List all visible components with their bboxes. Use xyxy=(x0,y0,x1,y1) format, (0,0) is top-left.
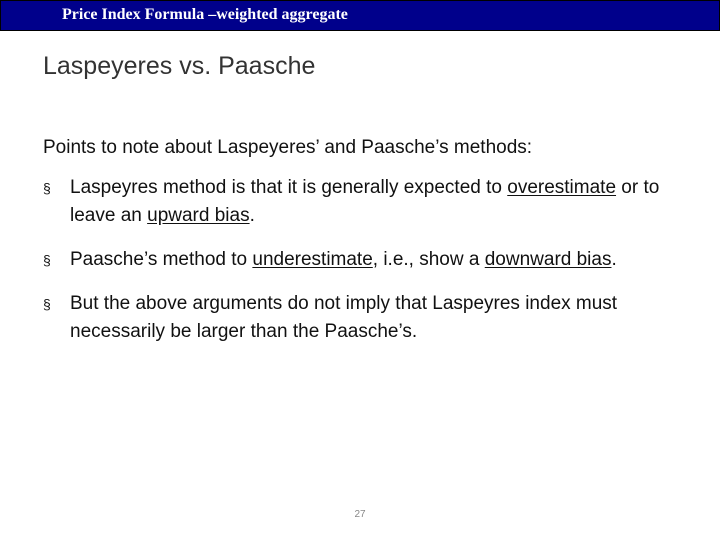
bullet-item-3 xyxy=(43,290,683,346)
bullet-2-text: , i.e., show a xyxy=(372,249,485,270)
bullet-2-text: Paasche’s method to xyxy=(70,249,253,270)
bullet-2-text: . xyxy=(611,249,617,270)
page-number: 27 xyxy=(354,509,366,520)
bullet-1-text: . xyxy=(249,205,255,226)
intro-text: Points to note about Laspeyeres’ and Paasche’s methods: xyxy=(43,137,533,158)
header-title: Price Index Formula –weighted aggregate xyxy=(62,6,348,23)
slide-title: Laspeyeres vs. Paasche xyxy=(43,52,316,80)
bullet-marker-icon: § xyxy=(43,296,51,312)
bullet-marker-icon: § xyxy=(43,180,51,196)
bullet-1-text: Laspeyres method is that it is generally expected to xyxy=(70,177,508,198)
bullet-3-text: But the above arguments do not imply that Laspeyres index must necessarily be larger than the Paasche’s. xyxy=(70,293,618,342)
bullet-marker-icon: § xyxy=(43,252,51,268)
bullet-item-1 xyxy=(43,174,683,230)
bullet-1-text: or to leave an xyxy=(70,177,660,226)
bullet-item-2 xyxy=(43,246,683,274)
bullet-list xyxy=(43,174,683,346)
header-bar xyxy=(0,0,720,31)
bullet-1-emphasis-overestimate: overestimate xyxy=(507,177,617,198)
bullet-1-emphasis-upward-bias: upward bias xyxy=(147,205,250,226)
bullet-2-emphasis-downward-bias: downward bias xyxy=(484,249,612,270)
bullet-2-emphasis-underestimate: underestimate xyxy=(252,249,373,270)
